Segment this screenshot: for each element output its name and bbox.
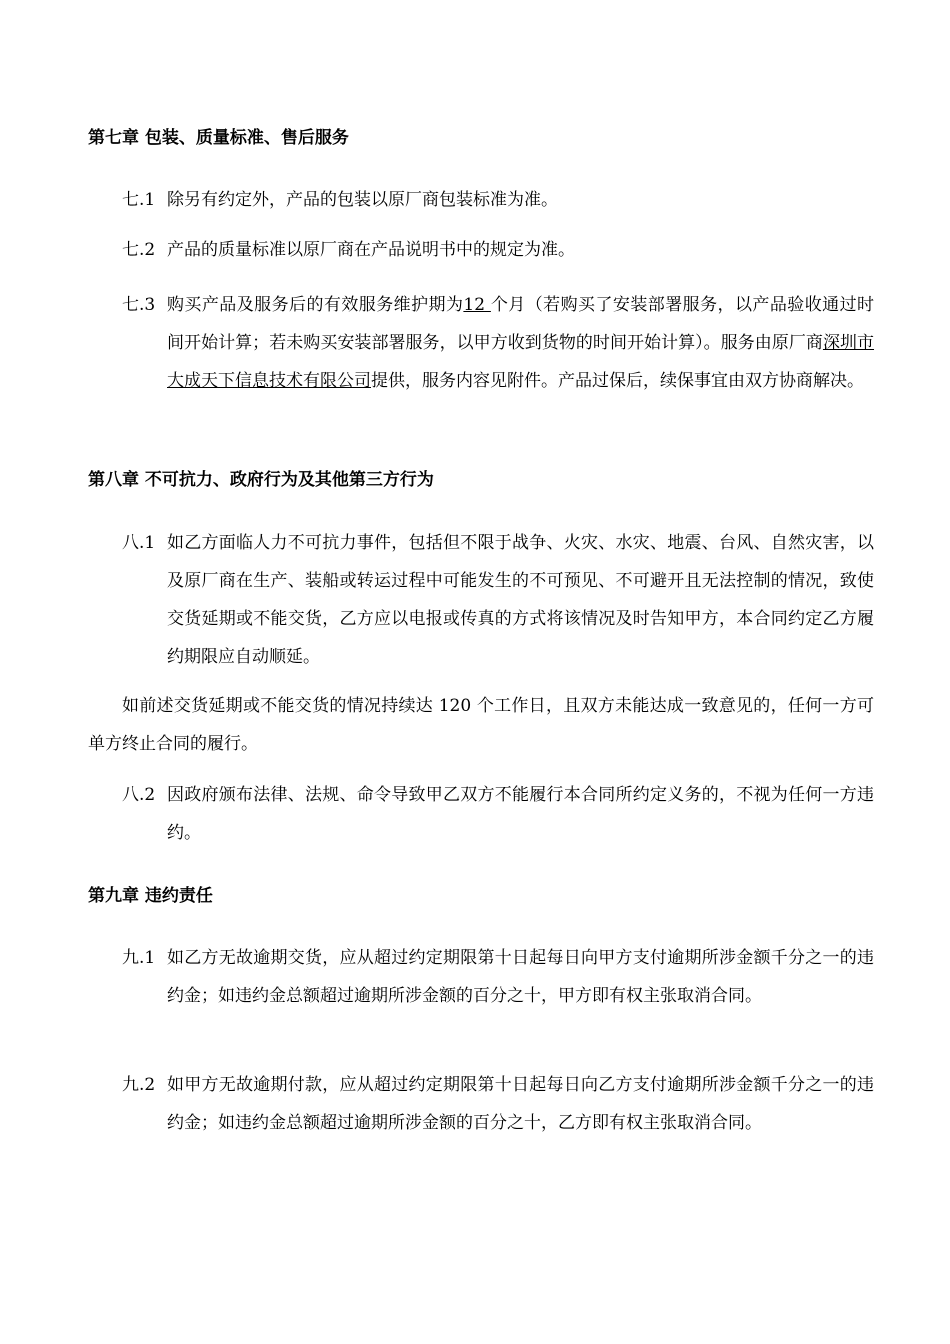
clause-text-part: 提供，服务内容见附件。产品过保后，续保事宜由双方协商解决。: [371, 371, 864, 391]
clause-text: 如甲方无故逾期付款，应从超过约定期限第十日起每日向乙方支付逾期所涉金额千分之一的违约金；如违约金总额超过逾期所涉金额的百分之十，乙方即有权主张取消合同。: [167, 1075, 874, 1133]
clause-number: 七.1: [122, 190, 156, 210]
clause-text-part: 购买产品及服务后的有效服务维护期为: [167, 295, 464, 315]
clause-number: 八.1: [122, 533, 156, 553]
service-months: 12: [463, 295, 491, 315]
chapter-8-title: 第八章 不可抗力、政府行为及其他第三方行为: [88, 470, 434, 490]
clause-text: 产品的质量标准以原厂商在产品说明书中的规定为准。: [167, 240, 575, 260]
vendor-name: 深圳市大成天下信息技术有限公司: [167, 333, 875, 391]
clause-9-1: [122, 939, 874, 1015]
clause-number: 八.2: [122, 785, 156, 805]
clause-number: 九.2: [122, 1075, 156, 1095]
clause-7-3: [122, 286, 874, 400]
clause-number: 七.2: [122, 240, 156, 260]
paragraph-termination: 如前述交货延期或不能交货的情况持续达 120 个工作日，且双方未能达成一致意见的，任何一方可单方终止合同的履行。: [88, 696, 874, 754]
clause-7-1: [122, 181, 874, 219]
clause-text-part: 个月（若购买了安装部署服务，以产品验收通过时间开始计算；若未购买安装部署服务，以甲方收到货物的时间开始计算）。服务由原厂商: [167, 295, 875, 353]
clause-9-2: [122, 1066, 874, 1142]
clause-number: 七.3: [122, 295, 156, 315]
clause-7-2: [122, 231, 874, 269]
clause-8-2: [122, 776, 874, 852]
clause-8-1: [122, 524, 874, 676]
chapter-7-title: 第七章 包装、质量标准、售后服务: [88, 128, 349, 148]
chapter-9-title: 第九章 违约责任: [88, 886, 213, 906]
clause-text: 除另有约定外，产品的包装以原厂商包装标准为准。: [167, 190, 558, 210]
clause-text: 如乙方面临人力不可抗力事件，包括但不限于战争、火灾、水灾、地震、台风、自然灾害，以及原厂商在生产、装船或转运过程中可能发生的不可预见、不可避开且无法控制的情况，致使交货延期或不能交货，乙方应以电报或传真的方式将该情况及时告知甲方，本合同约定乙方履约期限应自动顺延。: [167, 533, 874, 667]
clause-text: 因政府颁布法律、法规、命令导致甲乙双方不能履行本合同所约定义务的，不视为任何一方违约。: [167, 785, 874, 843]
clause-text: [167, 286, 874, 400]
clause-text: 如乙方无故逾期交货，应从超过约定期限第十日起每日向甲方支付逾期所涉金额千分之一的违约金；如违约金总额超过逾期所涉金额的百分之十，甲方即有权主张取消合同。: [167, 948, 874, 1006]
clause-number: 九.1: [122, 948, 156, 968]
